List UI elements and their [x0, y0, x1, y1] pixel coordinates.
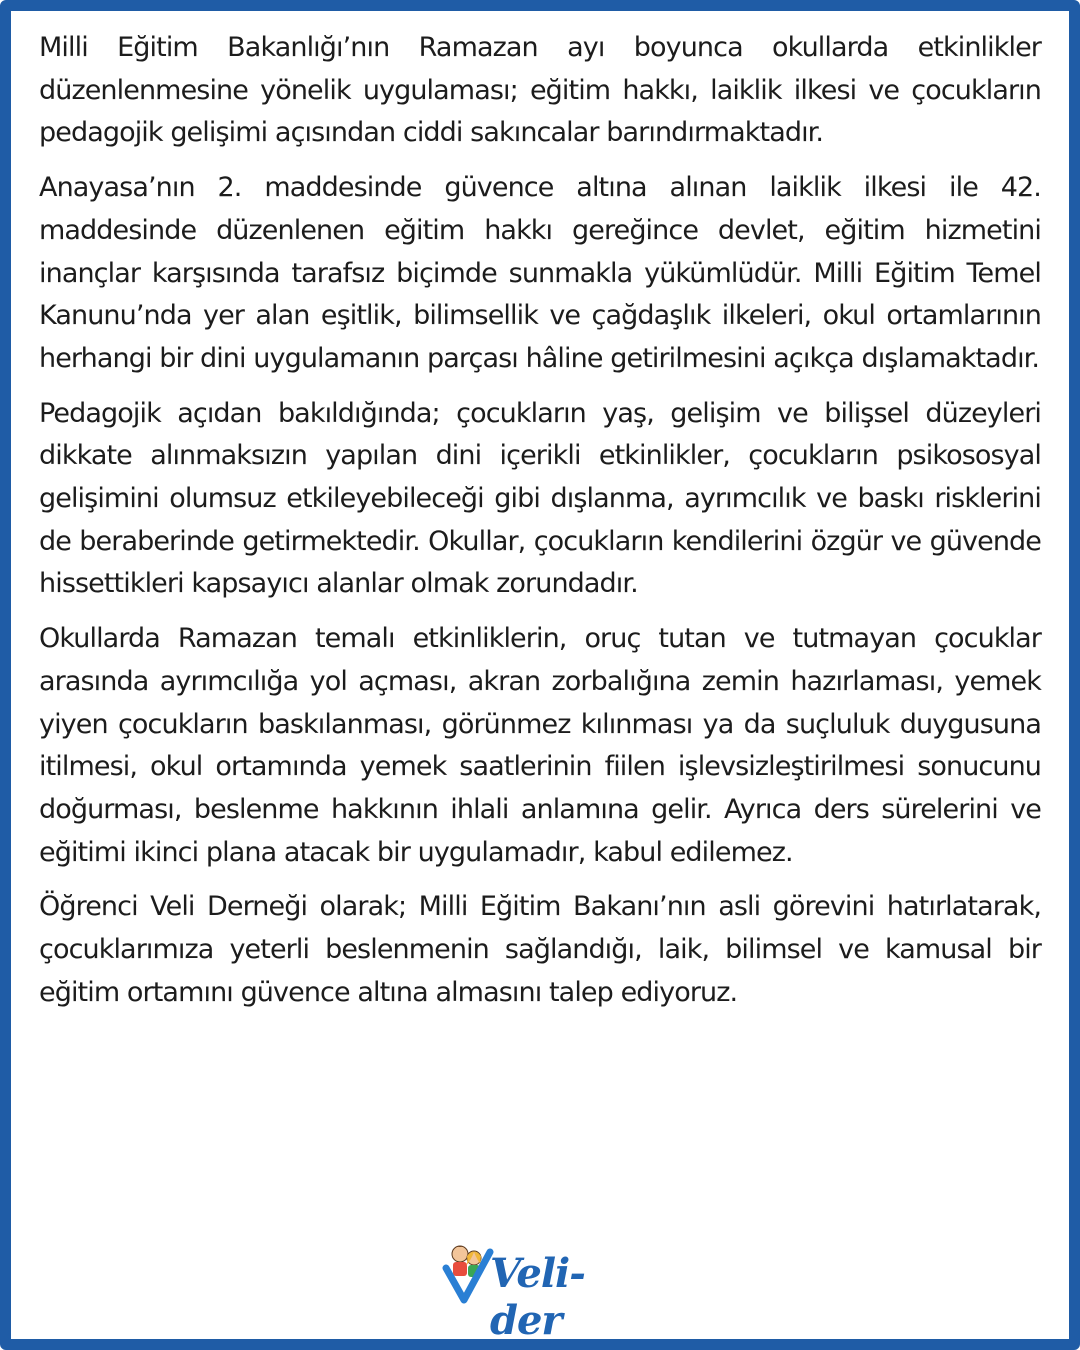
logo-wordmark: Veli-der	[490, 1250, 585, 1344]
veli-der-logo	[440, 1238, 640, 1344]
paragraph-demand: Öğrenci Veli Derneği olarak; Milli Eğitim Bakanı’nın asli görevini hatırlatarak, çocuklarımıza yeterli beslenmenin sağlandığı, laik, bilimsel ve kamusal bir eğitim ortamını güvence altına almasını talep ediyoruz.	[39, 891, 1041, 1008]
paragraph-discrimination: Okullarda Ramazan temalı etkinliklerin, oruç tutan ve tutmayan çocuklar arasında ayrımcılığa yol açması, akran zorbalığına zemin hazırlaması, yemek yiyen çocukların baskılanması, görünmez kılınması ya da suçluluk duygusuna itilmesi, okul ortamında yemek saatlerinin fiilen işlevsizleştirilmesi sonucunu doğurması, beslenme hakkının ihlali anlamına gelir. Ayrıca ders sürelerini ve eğitimi ikinci plana atacak bir uygulamadır, kabul edilemez.	[39, 623, 1041, 868]
paragraph-pedagogical: Pedagojik açıdan bakıldığında; çocukların yaş, gelişim ve bilişsel düzeyleri dikkate alınmaksızın yapılan dini içerikli etkinlikler, çocukların psikososyal gelişimini olumsuz etkileyebileceği gibi dışlanma, ayrımcılık ve baskı risklerini de beraberinde getirmektedir. Okullar, çocukların kendilerini özgür ve güvende hissettikleri kapsayıcı alanlar olmak zorundadır.	[39, 397, 1041, 600]
paragraph-intro: Milli Eğitim Bakanlığı’nın Ramazan ayı boyunca okullarda etkinlikler düzenlenmesine yönelik uygulaması; eğitim hakkı, laiklik ilkesi ve çocukların pedagojik gelişimi açısından ciddi sakıncalar barındırmaktadır.	[39, 32, 1041, 149]
statement-body	[39, 27, 1041, 1026]
paragraph-legal-basis: Anayasa’nın 2. maddesinde güvence altına alınan laiklik ilkesi ile 42. maddesinde düzenlenen eğitim hakkı gereğince devlet, eğitim hizmetini inançlar karşısında tarafsız biçimde sunmakla yükümlüdür. Milli Eğitim Temel Kanunu’nda yer alan eşitlik, bilimsellik ve çağdaşlık ilkeleri, okul ortamlarının herhangi bir dini uygulamanın parçası hâline getirilmesini açıkça dışlamaktadır.	[39, 172, 1041, 374]
